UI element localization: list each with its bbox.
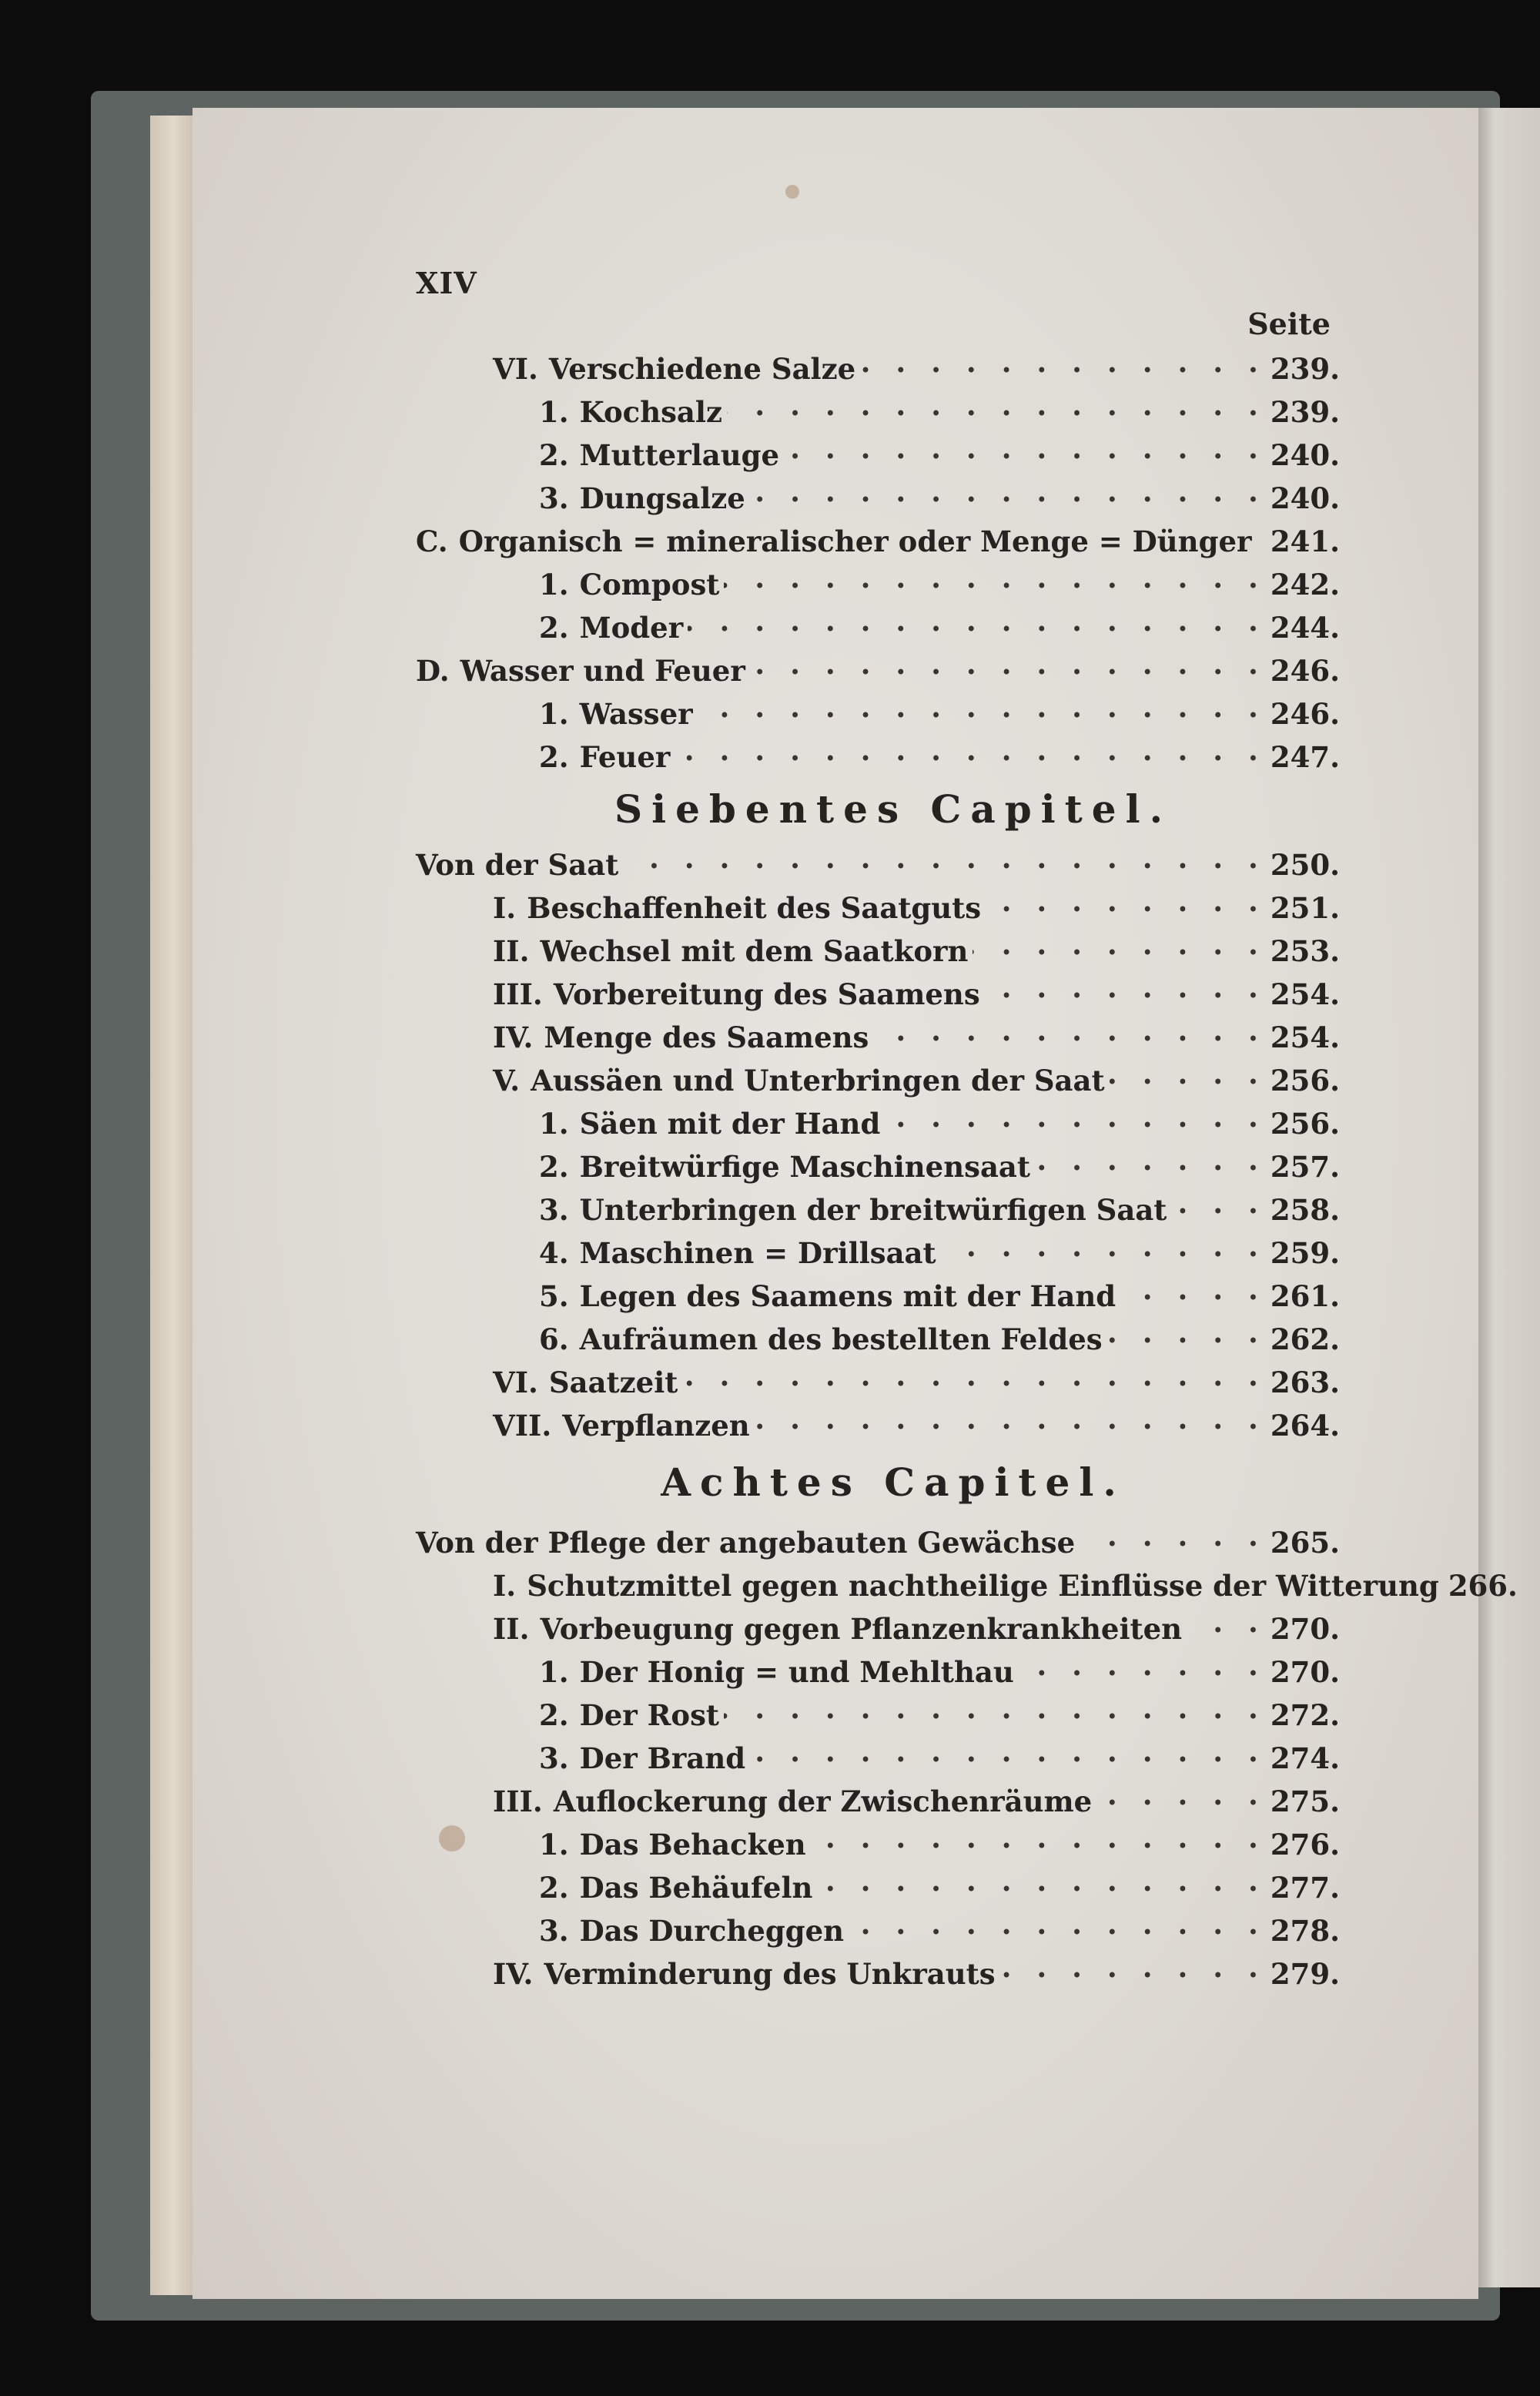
dot-leader — [1256, 518, 1265, 551]
entry-number: III. — [493, 1784, 543, 1818]
dot-leader — [784, 431, 1266, 465]
entry-page: 240. — [1270, 481, 1340, 515]
entry-page: 270. — [1270, 1612, 1340, 1646]
dot-leader — [1035, 1143, 1266, 1177]
entry-title: Breitwürfige Maschinensaat — [579, 1150, 1030, 1184]
entry-page: 277. — [1270, 1871, 1340, 1905]
entry-number: III. — [493, 977, 543, 1011]
toc-entry — [416, 1778, 1340, 1821]
dot-leader — [750, 474, 1266, 508]
toc-entry — [416, 1186, 1340, 1229]
dot-leader — [941, 1229, 1266, 1263]
toc-entry — [416, 474, 1340, 518]
entry-number: IV. — [493, 1020, 534, 1054]
entry-title: Verpflanzen — [562, 1409, 750, 1443]
entry-number: 5. — [539, 1279, 569, 1313]
entry-title: Vorbeugung gegen Pflanzenkrankheiten — [540, 1612, 1183, 1646]
dot-leader — [1107, 1315, 1266, 1349]
toc-entry — [416, 604, 1340, 647]
dot-leader — [1110, 1057, 1266, 1091]
entry-title: Der Honig = und Mehlthau — [579, 1655, 1014, 1689]
paper-stain — [785, 185, 799, 199]
toc-entry — [416, 1648, 1340, 1691]
entry-number: 4. — [539, 1236, 569, 1270]
dot-leader — [623, 841, 1266, 875]
toc-entry — [416, 345, 1340, 388]
entry-title: Aufräumen des bestellten Feldes — [579, 1322, 1103, 1356]
toc-entry — [416, 561, 1340, 604]
entry-title: Kochsalz — [579, 395, 722, 429]
entry-title: Compost — [579, 568, 720, 602]
entry-title: Verminderung des Unkrauts — [544, 1957, 996, 1991]
entry-title: Aussäen und Unterbringen der Saat — [531, 1064, 1105, 1097]
entry-title: Der Rost — [579, 1698, 719, 1732]
entry-title: Das Behacken — [579, 1828, 806, 1862]
toc-entry — [416, 733, 1340, 776]
entry-page: 263. — [1270, 1366, 1340, 1399]
entry-title: Menge des Saamens — [544, 1020, 869, 1054]
facing-page-edge — [1475, 108, 1540, 2287]
entry-number: 2. — [539, 1150, 569, 1184]
entry-number: 1. — [539, 697, 569, 731]
entry-page: 242. — [1270, 568, 1340, 602]
toc-entry — [416, 927, 1340, 970]
entry-page: 254. — [1270, 1020, 1340, 1054]
toc-entry — [416, 1402, 1340, 1445]
dot-leader — [817, 1864, 1265, 1898]
entry-title: Dungsalze — [579, 481, 745, 515]
entry-number: VI. — [493, 1366, 538, 1399]
entry-page: 265. — [1270, 1526, 1340, 1560]
entry-number: 2. — [539, 1698, 569, 1732]
entry-page: 251. — [1270, 891, 1340, 925]
entry-title: Wechsel mit dem Saatkorn — [540, 934, 969, 968]
entry-title: Von der Saat — [416, 848, 619, 882]
entry-page: 279. — [1270, 1957, 1340, 1991]
entry-number: 2. — [539, 438, 569, 472]
dot-leader — [873, 1014, 1266, 1047]
toc-entry — [416, 884, 1340, 927]
dot-leader — [750, 1734, 1266, 1768]
entry-page: 256. — [1270, 1064, 1340, 1097]
dot-leader — [698, 690, 1266, 724]
toc-entry — [416, 1359, 1340, 1402]
dot-leader — [724, 561, 1265, 595]
toc-entry — [416, 1229, 1340, 1272]
dot-leader — [1000, 1950, 1266, 1984]
dot-leader — [1120, 1272, 1266, 1306]
entry-title: Unterbringen der breitwürfigen Saat — [579, 1193, 1167, 1227]
dot-leader — [811, 1821, 1266, 1855]
toc-entry — [416, 1907, 1340, 1950]
entry-title: Mutterlauge — [579, 438, 780, 472]
entry-page: 253. — [1270, 934, 1340, 968]
entry-number: I. — [493, 891, 517, 925]
entry-title: Feuer — [579, 740, 671, 774]
dot-leader — [849, 1907, 1266, 1941]
toc-entry — [416, 1950, 1340, 1993]
dot-leader — [682, 1359, 1266, 1392]
entry-number: 3. — [539, 1193, 569, 1227]
toc-entry — [416, 970, 1340, 1014]
toc-entry — [416, 1272, 1340, 1315]
entry-page: 244. — [1270, 611, 1340, 645]
chapter-heading: Siebentes Capitel. — [614, 786, 1172, 832]
dot-leader — [973, 927, 1265, 961]
entry-title: Das Behäufeln — [579, 1871, 813, 1905]
entry-number: VII. — [493, 1409, 552, 1443]
dot-leader — [675, 733, 1266, 767]
entry-number: II. — [493, 934, 530, 968]
entry-page: 259. — [1270, 1236, 1340, 1270]
column-header-seite: Seite — [1247, 307, 1331, 341]
entry-number: D. — [416, 654, 450, 688]
dot-leader — [727, 388, 1266, 422]
toc-entry — [416, 1605, 1340, 1648]
toc-entry — [416, 1057, 1340, 1100]
entry-title: Auflockerung der Zwischenräume — [553, 1784, 1093, 1818]
entry-number: 1. — [539, 1107, 569, 1141]
toc-entry — [416, 388, 1340, 431]
entry-number: 2. — [539, 1871, 569, 1905]
entry-title: Maschinen = Drillsaat — [579, 1236, 936, 1270]
entry-page: 250. — [1270, 848, 1340, 882]
dot-leader — [755, 1402, 1266, 1436]
entry-page: 240. — [1270, 438, 1340, 472]
dot-leader — [1187, 1605, 1266, 1639]
entry-number: IV. — [493, 1957, 534, 1991]
entry-title: Beschaffenheit des Saatguts — [527, 891, 982, 925]
toc-entry — [416, 1315, 1340, 1359]
toc-entry — [416, 1864, 1340, 1907]
dot-leader — [1096, 1778, 1266, 1811]
entry-number: 3. — [539, 481, 569, 515]
entry-page: 239. — [1270, 352, 1340, 386]
toc-entry — [416, 841, 1340, 884]
toc-entry — [416, 1519, 1340, 1562]
entry-title: Verschiedene Salze — [548, 352, 856, 386]
entry-number: II. — [493, 1612, 530, 1646]
entry-number: V. — [493, 1064, 521, 1097]
entry-number: 1. — [539, 1655, 569, 1689]
entry-number: 1. — [539, 568, 569, 602]
dot-leader — [985, 970, 1266, 1004]
entry-page: 272. — [1270, 1698, 1340, 1732]
dot-leader — [750, 647, 1266, 681]
toc-entry — [416, 1143, 1340, 1186]
dot-leader — [1019, 1648, 1266, 1682]
dot-leader — [688, 604, 1266, 638]
entry-title: Schutzmittel gegen nachtheilige Einflüsse der Witterung — [527, 1569, 1439, 1603]
entry-number: 6. — [539, 1322, 569, 1356]
entry-title: Wasser und Feuer — [460, 654, 745, 688]
entry-page: 256. — [1270, 1107, 1340, 1141]
dot-leader — [1080, 1519, 1266, 1553]
dot-leader — [986, 884, 1266, 918]
dot-leader — [1171, 1186, 1265, 1220]
entry-page: 241. — [1270, 524, 1340, 558]
entry-number: C. — [416, 524, 448, 558]
toc-entry — [416, 1100, 1340, 1143]
entry-title: Vorbereitung des Saamens — [553, 977, 980, 1011]
entry-page: 278. — [1270, 1914, 1340, 1948]
entry-number: 1. — [539, 1828, 569, 1862]
entry-title: Das Durcheggen — [579, 1914, 845, 1948]
entry-page: 262. — [1270, 1322, 1340, 1356]
entry-number: 2. — [539, 740, 569, 774]
entry-page: 274. — [1270, 1741, 1340, 1775]
entry-number: VI. — [493, 352, 538, 386]
entry-page: 239. — [1270, 395, 1340, 429]
entry-page: 261. — [1270, 1279, 1340, 1313]
page-number-roman: XIV — [416, 266, 477, 300]
entry-title: Wasser — [579, 697, 693, 731]
entry-number: I. — [493, 1569, 517, 1603]
toc-entry — [416, 1691, 1340, 1734]
dot-leader — [885, 1100, 1266, 1134]
entry-page: 264. — [1270, 1409, 1340, 1443]
entry-number: 3. — [539, 1914, 569, 1948]
entry-page: 247. — [1270, 740, 1340, 774]
toc-entry — [416, 690, 1340, 733]
entry-title: Organisch = mineralischer oder Menge = Dünger — [458, 524, 1252, 558]
toc-entry — [416, 431, 1340, 474]
entry-title: Saatzeit — [548, 1366, 678, 1399]
toc-entry — [416, 647, 1340, 690]
dot-leader — [860, 345, 1266, 379]
entry-page: 254. — [1270, 977, 1340, 1011]
toc-entry — [416, 518, 1340, 561]
entry-number: 2. — [539, 611, 569, 645]
entry-title: Der Brand — [579, 1741, 746, 1775]
entry-title: Legen des Saamens mit der Hand — [579, 1279, 1116, 1313]
entry-page: 246. — [1270, 697, 1340, 731]
entry-page: 246. — [1270, 654, 1340, 688]
entry-page: 257. — [1270, 1150, 1340, 1184]
entry-page: 276. — [1270, 1828, 1340, 1862]
chapter-heading: Achtes Capitel. — [661, 1459, 1126, 1505]
dot-leader — [724, 1691, 1266, 1725]
entry-title: Von der Pflege der angebauten Gewächse — [416, 1526, 1076, 1560]
entry-number: 1. — [539, 395, 569, 429]
toc-entry — [416, 1734, 1340, 1778]
entry-page: 270. — [1270, 1655, 1340, 1689]
table-of-contents — [416, 345, 1518, 1993]
toc-entry — [416, 1821, 1340, 1864]
toc-entry — [416, 1562, 1518, 1605]
toc-entry — [416, 1014, 1340, 1057]
entry-page: 266. — [1448, 1569, 1518, 1603]
entry-number: 3. — [539, 1741, 569, 1775]
entry-title: Säen mit der Hand — [579, 1107, 881, 1141]
entry-page: 258. — [1270, 1193, 1340, 1227]
entry-page: 275. — [1270, 1784, 1340, 1818]
entry-title: Moder — [579, 611, 684, 645]
